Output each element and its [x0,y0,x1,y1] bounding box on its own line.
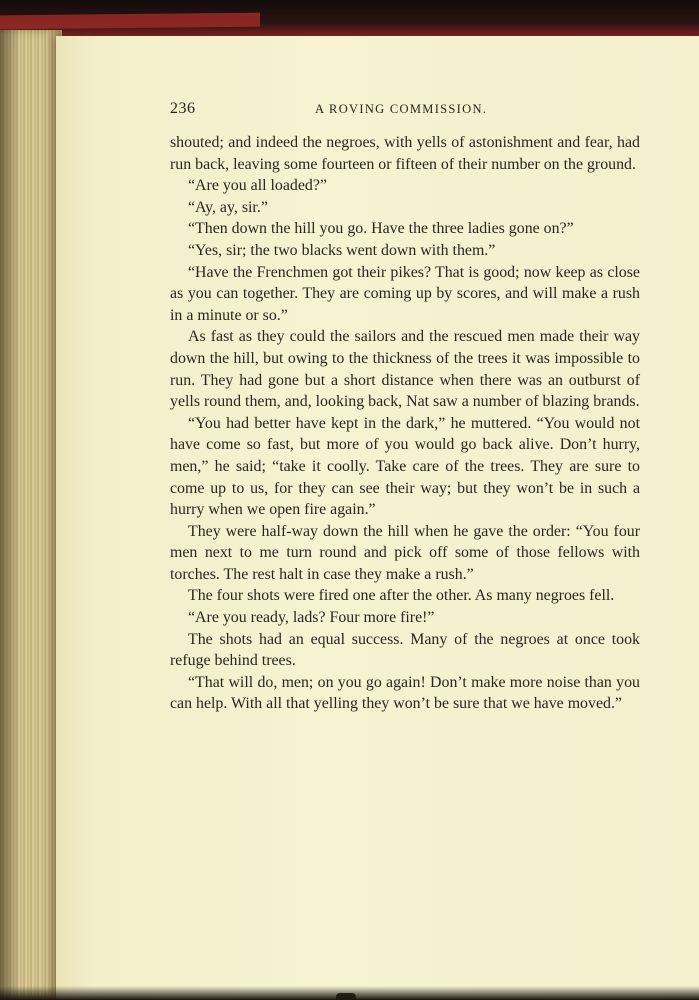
paragraph: shouted; and indeed the negroes, with yells of astonishment and fear, had run back, leaving some fourteen or fifteen of their number on the ground. [170,134,640,173]
paragraph: “Have the Frenchmen got their pikes? That is good; now keep as close as you can together. They are coming up by scores, and will make a rush in a minute or so.” [170,263,640,324]
paragraph: “That will do, men; on you go again! Don’t make more noise than you can help. With all that yelling they won’t be sure that we have moved.” [170,673,640,713]
spine-shadow [0,30,20,1000]
paragraph: “You had better have kept in the dark,” he muttered. “You would not have come so fast, but more of you would go back alive. Don’t hurry, men,” he said; “take it coolly. Take care of the trees. They are sure to come up to us, for they can see their way; but they won’t be in such a hurry when we open fire again.” [170,414,640,519]
paragraph: “Yes, sir; the two blacks went down with them.” [188,241,496,259]
paragraph: The four shots were fired one after the other. As many negroes fell. [188,587,615,605]
paragraph: “Ay, ay, sir.” [188,198,268,216]
page-number: 236 [170,100,196,117]
running-head: A ROVING COMMISSION. [315,102,488,116]
paragraph: As fast as they could the sailors and the rescued men made their way down the hill, but owing to the thickness of the trees it was impossible to run. They had gone but a short distance when there was an outburst of yells round them, and, looking back, Nat saw a number of blazing brands. [170,328,640,411]
body-text [170,132,640,715]
paragraph: “Are you all loaded?” [188,177,327,195]
red-binding-strip [0,13,260,30]
page-bottom-shadow [0,986,699,1000]
paragraph: They were half-way down the hill when he gave the order: “You four men next to me turn round and pick off some of those fellows with torches. The rest halt in case they make a rush.” [170,522,640,583]
paragraph: “Are you ready, lads? Four more fire!” [188,609,435,627]
paragraph: The shots had an equal success. Many of the negroes at once took refuge behind trees. [170,630,640,670]
paragraph: “Then down the hill you go. Have the three ladies gone on?” [188,220,574,238]
